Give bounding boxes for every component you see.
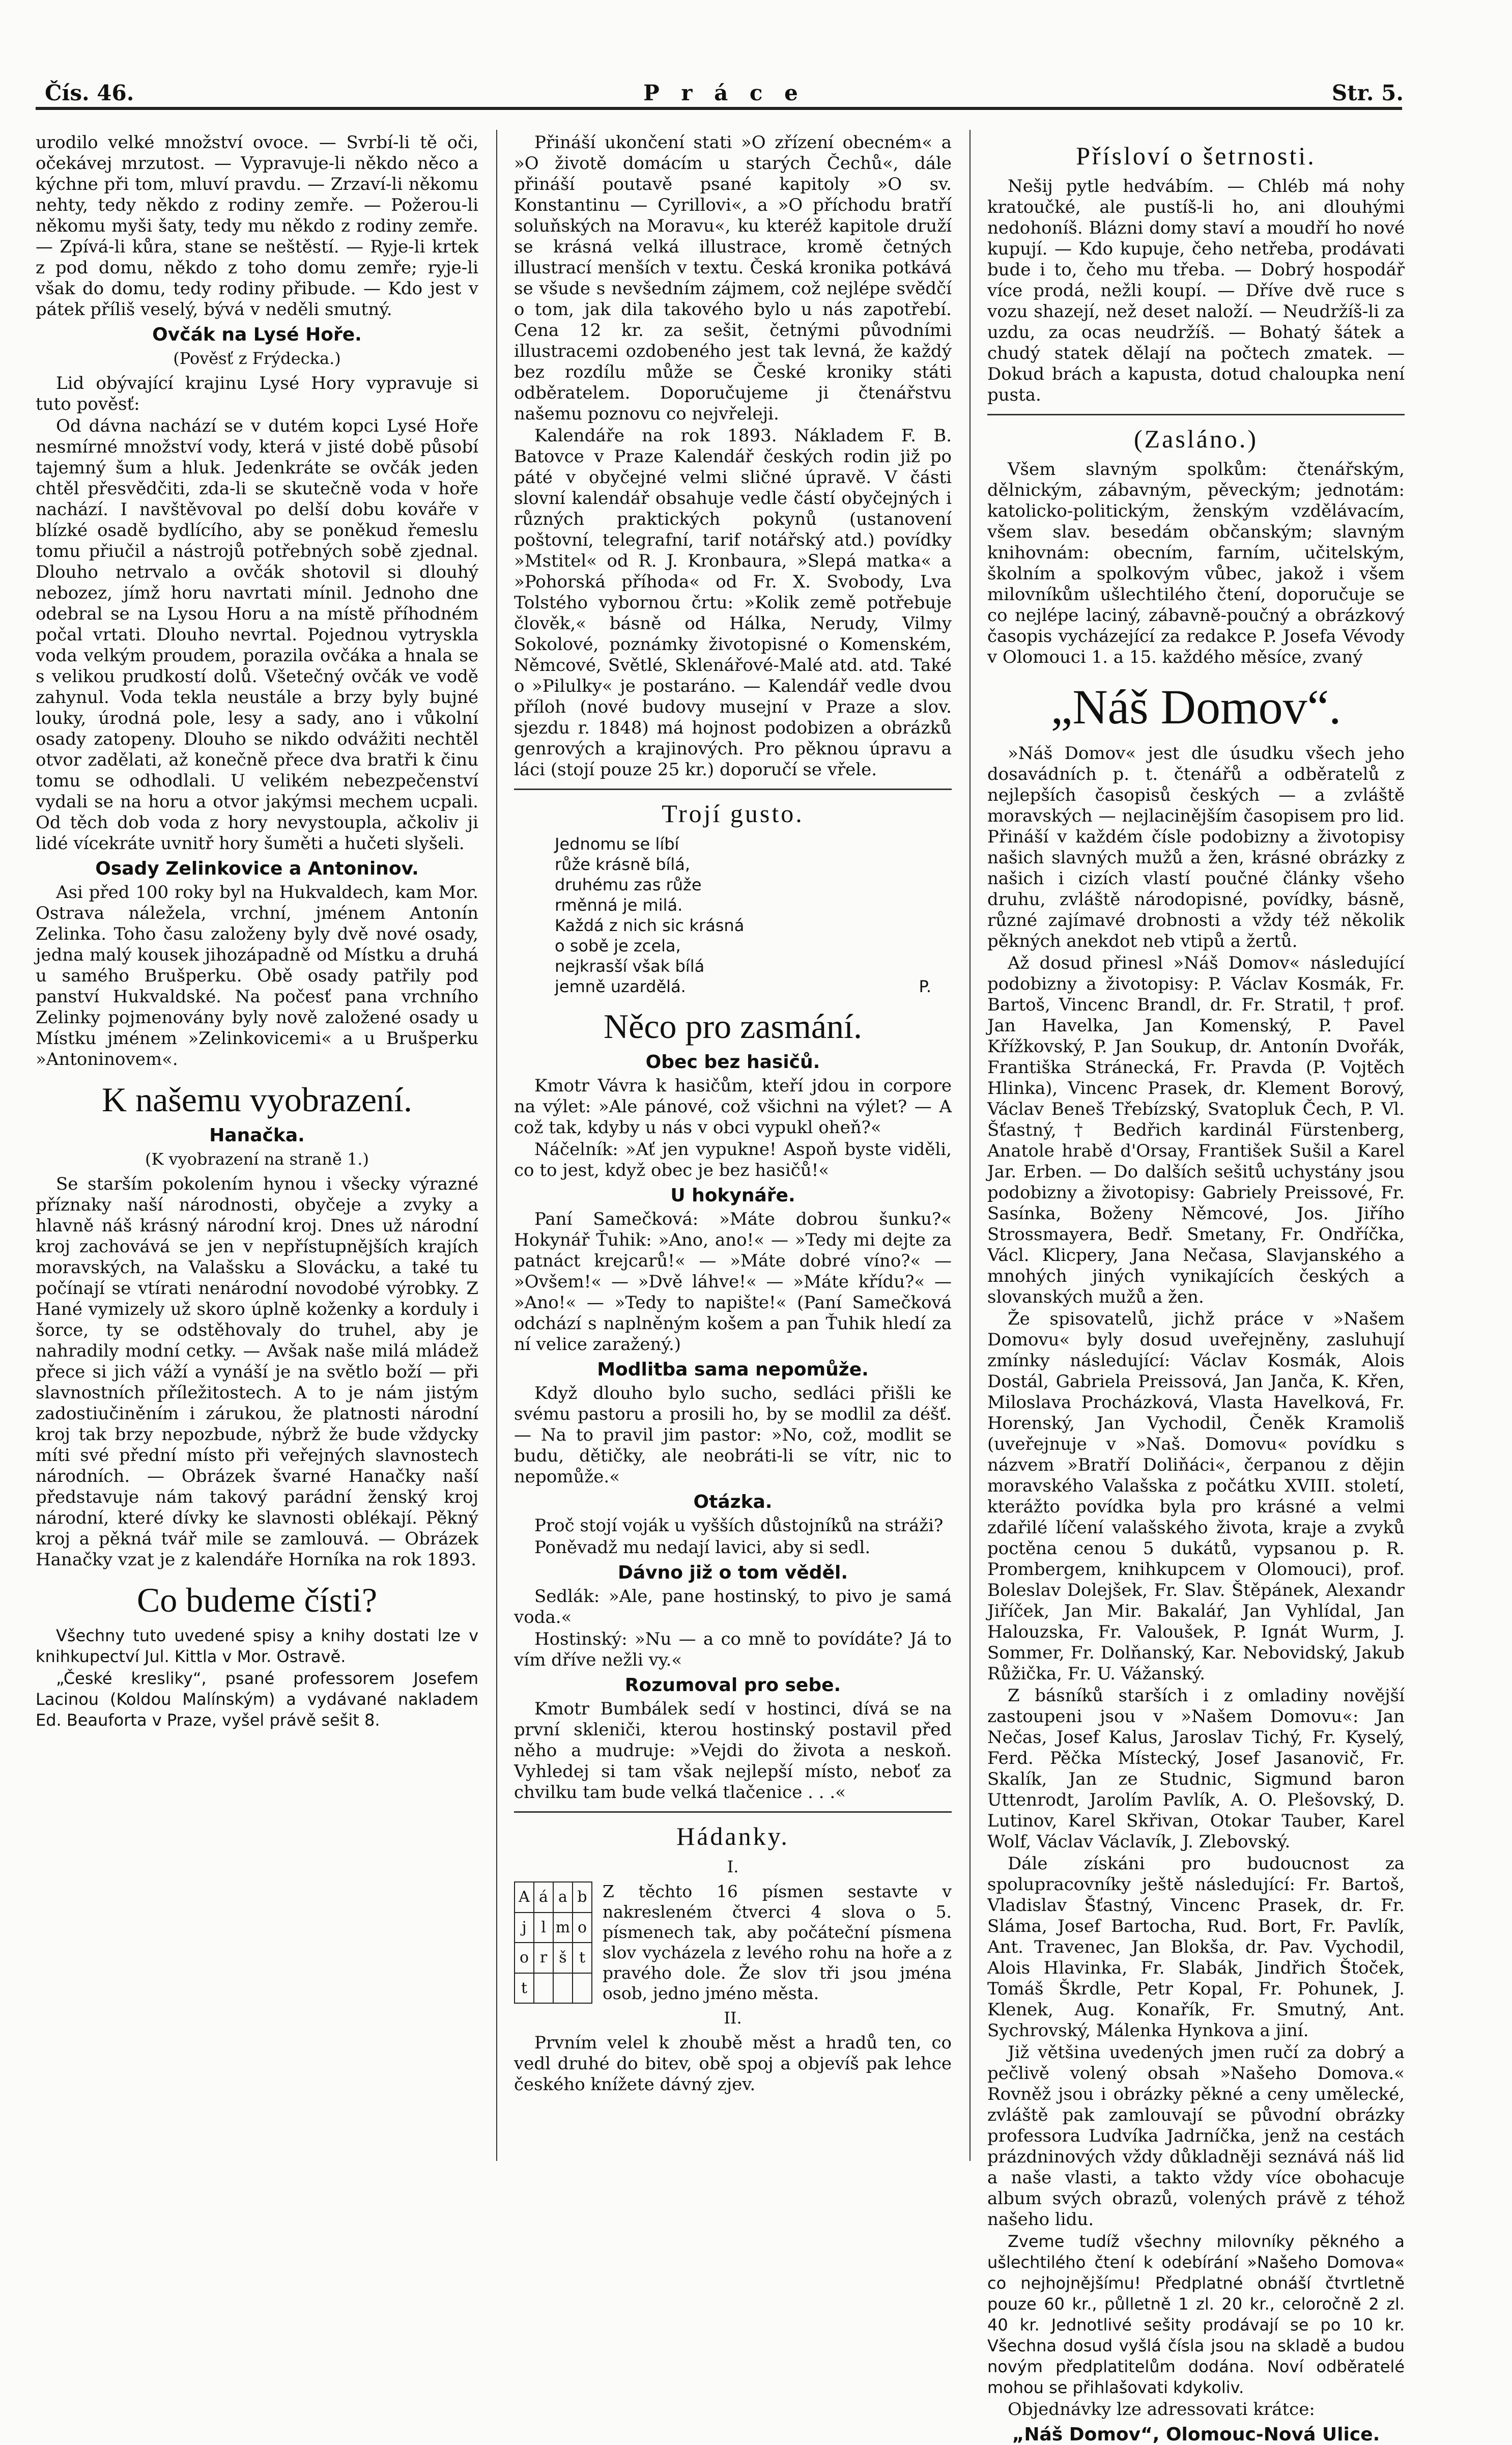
paragraph: Se starším pokolením hynou i všecky výrazné příznaky naší národnosti, obyčeje a zvyky a hlavně náš krásný národní kroj. Dnes už národní kroj zachovává se jen v nepřístupnějších krajích moravských, na Valašsku a Slovácku, a také tu počínají se vtírati nenárodní novodobé výrobky. Z Hané vymizely už skoro úplně koženky a korduly i šorce, ty se odstěhovaly do truhel, aby je nahradily modní cetky. — Avšak naše milá mládež přece si jich váží a vynáší je na světlo boží — při slavnostních příležitostech. A to je nám jistým zadostiučiněním i zárukou, že platnosti národní kroj tak brzy nepozbude, nýbrž že bude vždycky míti své přední místo při veřejných slavnostech národních. — Obrázek švarné Hanačky naší představuje nám takový parádní ženský kroj národní, které dívky ke slavnosti oblékají. Pěkný kroj a pěkná tvář mile se zamlouvá. — Obrázek Hanačky vzat je z kalendáře Horníka na rok 1893.: [36, 1174, 478, 1570]
section-title: (Zasláno.): [1133, 425, 1259, 453]
article-subheading: (Pověsť z Frýdecka.): [173, 349, 341, 368]
paragraph: Kmotr Vávra k hasičům, kteří jdou in corpore na výlet: »Ale pánové, což všichni na výlet? — A což tak, kdyby u nás v obci vypukl oheň?«: [514, 1076, 952, 1138]
grid-cell: b: [573, 1882, 592, 1913]
section-title: Něco pro zasmání.: [604, 1007, 862, 1046]
paragraph: Všem slavným spolkům: čtenářským, dělnickým, zábavným, pěveckým; jednotám: katolicko-politickým, ženským vzdělávacím, všem slav. besedám občanským; slavným knihovnám: obecním, farním, učitelským, školním a spolkovým vůbec, jakož i všem milovníkům ušlechtilého čtení, doporučuje se co nejlépe laciný, zábavně-poučný a obrázkový časopis vycházející za redakce P. Josefa Vévody v Olomouci 1. a 15. každého měsíce, zvaný: [987, 459, 1405, 667]
paragraph: urodilo velké množství ovoce. — Svrbí-li tě oči, očekávej mrzutost. — Vypravuje-li někdo něco a kýchne při tom, mluví pravdu. — Zrzaví-li někomu nehty, tedy někdo z rodiny zemře. — Požerou-li někomu myši šaty, tedy mu někdo z rodiny zemře. — Zpívá-li kůra, stane se neštěstí. — Ryje-li krtek z pod domu, někdo z toho domu zemře; ryje-li však do domu, tedy rodiny přibude. — Kdo jest v pátek příliš veselý, bývá v neděli smutný.: [36, 132, 478, 320]
article-heading: U hokynáře.: [670, 1185, 795, 1206]
column-3: [987, 132, 1405, 2445]
grid-cell: [534, 1973, 553, 2004]
paragraph: Poněvadž mu nedají lavici, aby si sedl.: [534, 1537, 871, 1558]
article-heading: Osady Zelinkovice a Antoninov.: [95, 858, 419, 879]
article-heading: Modlitba sama nepomůže.: [597, 1359, 869, 1380]
poem-line: druhému zas růže: [555, 875, 702, 894]
puzzle-number: II.: [724, 2008, 742, 2028]
article-heading: Otázka.: [693, 1492, 773, 1512]
paragraph: Paní Samečková: »Máte dobrou šunku?« Hokynář Ťuhik: »Ano, ano!« — »Tedy mi dejte za patnáct krejcarů!« — »Máte dobré víno?« — »Ovšem!« — »Dvě láhve!« — »Máte křídu?« — »Ano!« — »Tedy to napište!« (Paní Samečková odchází s naplněným košem a pan Ťuhik hledí za ní velice zaražený.): [514, 1209, 952, 1355]
poem-line: růže krásně bílá,: [555, 855, 691, 874]
paragraph: Když dlouho bylo sucho, sedláci přišli ke svému pastoru a prosili ho, by se modlil za déšť. — Na to pravil jim pastor: »No, což, modlit se budu, dětičky, ale neobráti-li se vítr, nic to nepomůže.«: [514, 1383, 952, 1487]
paragraph: »Náš Domov« jest dle úsudku všech jeho dosavádních p. t. čtenářů a odběratelů z nejlepších časopisů českých — a zvláště moravských — nejlacinějším časopisem pro lid. Přináší v každém čísle podobizny a životopisy našich slavných mužů a žen, krásné obrázky z našich i cizích vlastí poučné články všeho druhu, zvláště národopisné, povídky, básně, různé zajímavé drobnosti a vždy též několik pěkných anekdot neb vtipů a žertů.: [987, 743, 1405, 951]
magazine-title: „Náš Domov“.: [1050, 680, 1342, 734]
grid-cell: [573, 1973, 592, 2004]
letter-grid: [514, 1881, 592, 2004]
column-divider: [969, 130, 971, 2161]
paragraph: Již většina uvedených jmen ručí za dobrý a pečlivě volený obsah »Našeho Domova.« Rovněž jsou i obrázky pěkné a ceny umělecké, zvláště pak zamlouvají se původní obrázky professora Ludvíka Jadrníčka, jenž na cestách prázdninových vždy důkladněji seznává náš lid a naše vlasti, a takto vždy více obohacuje album svých obrazů, volených právě z téhož našeho lidu.: [987, 2042, 1405, 2230]
section-title: Přísloví o šetrnosti.: [1076, 142, 1316, 170]
poem: [555, 834, 952, 997]
paragraph: „České kresliky“, psané professorem Josefem Lacinou (Koldou Malínským) a vydávané nakladem Ed. Beauforta v Praze, vyšel právě sešit 8.: [36, 1669, 478, 1730]
grid-cell: A: [515, 1882, 534, 1913]
paragraph: Asi před 100 roky byl na Hukvaldech, kam Mor. Ostrava náležela, vrchní, jménem Antonín Zelinka. Toho času založeny byly dvě nové osady, jedna malý kousek jihozápadně od Místku a druhá u samého Brušperku. Obě osady patřily pod panství Hukvaldské. Na počesť pana vrchního Zelinky pojmenovány byly nově založené osady u Místku jménem »Zelinkovicemi« a u Brušperku »Antoninovem«.: [36, 882, 478, 1070]
grid-cell: š: [553, 1943, 573, 1973]
paragraph: Náčelník: »Ať jen vypukne! Aspoň byste viděli, co to jest, když obec je bez hasičů!«: [514, 1139, 952, 1181]
newspaper-title: P r á c e: [643, 80, 805, 105]
paragraph: Až dosud přinesl »Náš Domov« následující podobizny a životopisy: P. Václav Kosmák, Fr. Bartoš, Vincenc Brandl, dr. Fr. Stratil, † prof. Jan Havelka, Jan Komenský, P. Pavel Křížkovský, P. Jan Soukup, dr. Antonín Dvořák, Františka Stránecká, Fr. Pravda (P. Vojtěch Hlinka), Vincenc Prasek, dr. Klement Borový, Václav Beneš Třebízský, Svatopluk Čech, P. Vl. Šťastný, † Bedřich kardinál Fürstenberg, Anatole hrabě d'Orsay, František Sušil a Karel Jar. Erben. — Do dalších sešitů uchystány jsou podobizny a životopisy: Gabriely Preissové, Fr. Sasínka, Boženy Němcové, Jos. Jiřího Strossmayera, Bedř. Smetany, Fr. Ondříčka, Václ. Klicpery, Jana Nečasa, Slavjanského a mnohých jiných vynikajících českých a slovanských mužů a žen.: [987, 953, 1405, 1307]
paragraph: Objednávky lze adressovati krátce:: [1008, 2399, 1315, 2420]
paragraph: Od dávna nachází se v dutém kopci Lysé Hoře nesmírné množství vody, která v jisté době působí tajemný šum a hluk. Jedenkráte se ovčák jeden chtěl přesvědčiti, zda-li se skutečně voda v hoře nachází. I navštěvoval po delší dobu kováře v blízké osadě bydlícího, aby se poněkud řemeslu tomu přiučil a nástrojů potřebných sobě zjednal. Dlouho netrvalo a ovčák shotovil si dlouhý nebozez, jímž horu navrtati mínil. Jednoho dne odebral se na Lysou Horu a na místě příhodném počal vrtati. Dlouho nevrtal. Pojednou vytryskla voda velkým proudem, porazila ovčáka a hnala se s velikou prudkostí dolů. Všetečný ovčák ve vodě zahynul. Voda tekla neustále a brzy byly bujné louky, úrodná pole, lesy a sady, ano i vůkolní osady zatopeny. Dlouho se nikdo odvážiti nechtěl otvor zadělati, až konečně přece dva bratři k činu tomu se odhodlali. U velikém nebezpečenství vydali se na horu a otvor jakýmsi mechem ucpali. Od těch dob voda z hory nevystoupla, ačkoliv ji lidé vícekráte uvnitř hory šuměti a hučeti slyšeli.: [36, 416, 478, 854]
paragraph: Kmotr Bumbálek sedí v hostinci, dívá se na první skleniči, kterou hostinský postavil před něho a mudruje: »Vejdi do života a neskoň. Vyhledej si tam však nejlepší místo, neboť za chvilku tam bude velká tlačenice . . .«: [514, 1699, 952, 1803]
issue-number: Čís. 46.: [45, 80, 134, 105]
paragraph: Prvním velel k zhoubě měst a hradů ten, co vedl druhé do bitev, obě spoj a objevíš pak lehce českého knížete dávný zjev.: [514, 2033, 952, 2095]
page-header: [45, 76, 1404, 117]
column-divider: [496, 130, 497, 2161]
puzzle-number: I.: [727, 1857, 739, 1876]
grid-cell: o: [573, 1913, 592, 1943]
paragraph: Nešij pytle hedvábím. — Chléb má nohy kratoučké, ale pustíš-li ho, ani dlouhými nedohoníš. Blázni domy staví a moudří ho nové kupují. — Kdo kupuje, čeho netřeba, prodávati bude i to, čeho mu třeba. — Dobrý hospodář více prodá, nežli koupí. — Dříve dvě ruce s vozu shazejí, než deset naloží. — Neudržíš-li za uzdu, za ocas neudržíš. — Bohatý šátek a chudý statek dělají na počtech zmatek. — Dokud brách a kapusta, dotud chaloupka není pusta.: [987, 176, 1405, 405]
paragraph: Dále získáni pro budoucnost za spolupracovníky ještě následující: Fr. Bartoš, Vladislav Šťastný, Vincenc Prasek, dr. Fr. Sláma, Josef Bartocha, Rud. Bort, Fr. Pavlík, Ant. Travenec, Jan Blokša, dr. Pav. Vychodil, Alois Hlavinka, Fr. Slabák, Jindřich Štoček, Tomáš Škrdle, Petr Kopal, Fr. Pohunek, J. Klenek, Aug. Konařík, Fr. Smutný, Ant. Sychrovský, Málenka Hynkova a jiní.: [987, 1853, 1405, 2041]
article-heading: Hanačka.: [209, 1125, 305, 1146]
grid-cell: m: [553, 1913, 573, 1943]
grid-cell: r: [534, 1943, 553, 1973]
grid-cell: [553, 1973, 573, 2004]
article-heading: Rozumoval pro sebe.: [624, 1675, 841, 1696]
paragraph: Kalendáře na rok 1893. Nákladem F. B. Batovce v Praze Kalendář českých rodin již po páté v obyčejné velmi sličné úpravě. V části slovní kalendář obsahuje vedle částí obyčejných i různých praktických pokynů (ustanovení poštovní, telegrafní, tarif notářský atd.) povídky »Mstitel« od R. J. Kronbaura, »Slepá matka« a »Pohorská příhoda« od Fr. X. Svobody, Lva Tolstého vybornou črtu: »Kolik země potřebuje člověk,« básně od Hálka, Nerudy, Vilmy Sokolové, poznámky životopisné o Komenském, Němcové, Světlé, Sklenářové-Malé atd. atd. Také o »Pilulky« je postaráno. — Kalendář vedle dvou příloh (nové budovy musejní v Praze a slov. sjezdu r. 1848) má hojnost podobizen a obrázků genrových a krajinových. Pro pěknou úpravu a láci (stojí pouze 25 kr.) doporučí se vřele.: [514, 426, 952, 780]
column-1: [36, 132, 478, 2158]
article-heading: Ovčák na Lysé Hoře.: [152, 324, 362, 345]
grid-cell: j: [515, 1913, 534, 1943]
section-title: Hádanky.: [676, 1822, 789, 1850]
poem-line: nejkrasší však bílá: [555, 957, 705, 976]
puzzle-1: [514, 1881, 952, 2004]
section-title: Co budeme čísti?: [136, 1581, 378, 1619]
address: „Náš Domov“, Olomouc-Nová Ulice.: [1012, 2424, 1380, 2445]
grid-cell: t: [573, 1943, 592, 1973]
article-heading: Obec bez hasičů.: [645, 1052, 820, 1073]
column-2: [514, 132, 952, 2158]
paragraph: Zveme tudíž všechny milovníky pěkného a ušlechtilého čtení k odebírání »Našeho Domova« co nejhojnějšímu! Předplatné obnáší čtvrtletně pouze 60 kr., půlletně 1 zl. 20 kr., celoročně 2 zl. 40 kr. Jednotlivé sešity prodávají se po 10 kr. Všechna dosud vyšlá čísla jsou na skladě a budou novým předplatitelům dodána. Noví odběratelé mohou se přihlašovati kdykoliv.: [987, 2232, 1405, 2397]
poem-line: Jednomu se líbí: [555, 834, 679, 854]
paragraph: Lid obývající krajinu Lysé Hory vypravuje si tuto pověsť:: [36, 373, 478, 414]
separator: [514, 789, 952, 790]
paragraph: Všechny tuto uvedené spisy a knihy dostati lze v knihkupectví Jul. Kittla v Mor. Ostravě.: [36, 1626, 478, 1666]
poem-signature: P.: [919, 977, 931, 996]
paragraph: Sedlák: »Ale, pane hostinský, to pivo je samá voda.«: [514, 1586, 952, 1627]
header-rule: [36, 107, 1402, 110]
poem-line: jemně uzardělá.: [555, 977, 686, 996]
page-number: Str. 5.: [1331, 80, 1404, 105]
grid-cell: t: [515, 1973, 534, 2004]
paragraph: Z básníků starších i z omladiny novější zastoupeni jsou v »Našem Domovu«: Jan Nečas, Josef Kalus, Jaroslav Tichý, Fr. Kyselý, Ferd. Pěčka Místecký, Josef Jasanovič, Fr. Skalík, Jan ze Studnic, Sigmund baron Uttenrodt, Jarolím Pavlík, A. O. Plešovský, D. Lutinov, Karel Skřivan, Otokar Tauber, Karel Wolf, Václav Václavík, J. Zlebovský.: [987, 1685, 1405, 1852]
poem-title: Trojí gusto.: [662, 799, 804, 828]
poem-line: rměnná je milá.: [555, 895, 683, 915]
grid-cell: a: [553, 1882, 573, 1913]
article-heading: Dávno již o tom věděl.: [617, 1562, 848, 1583]
paragraph: Že spisovatelů, jichž práce v »Našem Domovu« byly dosud uveřejněny, zasluhují zmínky následující: Václav Kosmák, Alois Dostál, Gabriela Preissová, Jan Janča, K. Křen, Miloslava Procházková, Vlasta Havelková, Fr. Horenský, Jan Vychodil, Čeněk Kramoliš (uveřejnuje v »Naš. Domovu« povídku s názvem »Bratří Doliňáci«, čerpanou z dějin moravského Valašska z počátku XVIII. století, kterážto povídka byla pro krásné a velmi zdařilé líčení valašského života, kraje a zvyků poctěna cenou 5 dukátů, vypsanou p. R. Prombergem, knihkupcem v Olomouci), prof. Boleslav Dolejšek, Fr. Slav. Štěpánek, Alexandr Jiříček, Jan Mir. Bakaláŕ, Jan Vyhlídal, Jan Halouzska, Fr. Valoušek, P. Ignát Wurm, J. Sommer, Fr. Dolňanský, Kar. Nebovidský, Jakub Růžička, Fr. U. Vážanský.: [987, 1309, 1405, 1684]
section-title: K našemu vyobrazení.: [102, 1080, 412, 1119]
poem-line: Každá z nich sic krásná: [555, 916, 745, 935]
grid-cell: á: [534, 1882, 553, 1913]
poem-line: o sobě je zcela,: [555, 936, 681, 955]
paragraph: Proč stojí voják u vyšších důstojníků na stráži?: [534, 1515, 944, 1536]
separator: [987, 414, 1405, 415]
grid-cell: l: [534, 1913, 553, 1943]
puzzle-text: Z těchto 16 písmen sestavte v nakresleném čtverci 4 slova o 5. písmenech tak, aby počáteční písmena slov vycházela z levého rohu na hoře a z pravého dole. Že slov tři jsou jména osob, jedno jméno města.: [603, 1881, 952, 2003]
separator: [514, 1811, 952, 1813]
article-subheading: (K vyobrazení na straně 1.): [145, 1149, 369, 1169]
paragraph: Přináší ukončení stati »O zřízení obecném« a »O životě domácím u starých Čechů«, dále přináší poutavě psané kapitoly »O sv. Konstantinu — Cyrillovi«, a »O příchodu bratří soluňských na Moravu«, ku kteréž kapitole druží se krásná velká illustrace, kromě četných illustrací menších v textu. Česká kronika potkává se všude s nevšedním zájmem, což nejlépe svědčí o tom, jak dila takového bylo u nás zapotřebí. Cena 12 kr. za sešit, četnými původními illustracemi ozdobeného jest tak levná, že každý bez rozdílu může se České kroniky státi odběratelem. Doporučujeme ji čtenářstvu našemu poznovu co nejvřeleji.: [514, 132, 952, 424]
grid-cell: o: [515, 1943, 534, 1973]
paragraph: Hostinský: »Nu — a co mně to povídáte? Já to vím dříve nežli vy.«: [514, 1629, 952, 1670]
